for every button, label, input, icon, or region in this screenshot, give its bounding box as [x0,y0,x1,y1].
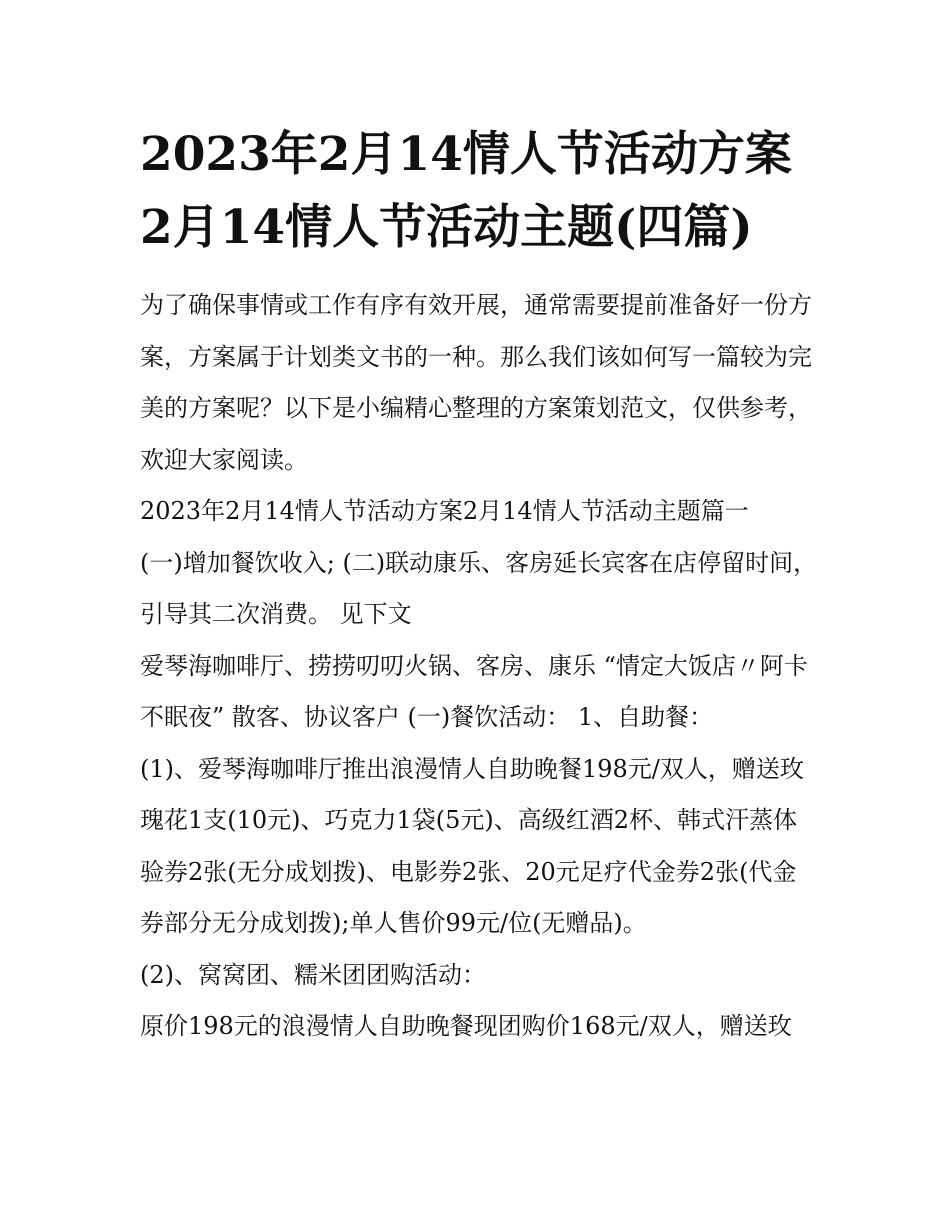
body-paragraph: 原价198元的浪漫情人自助晚餐现团购价168元/双人，赠送玫 [140,1012,792,1040]
section-heading: 2023年2月14情人节活动方案2月14情人节活动主题篇一 [140,497,749,525]
intro-paragraph: 为了确保事情或工作有序有效开展，通常需要提前准备好一份方案，方案属于计划类文书的一种。那么我们该如何写一篇较为完美的方案呢？以下是小编精心整理的方案策划范文，仅供参考，欢迎大家阅读。 [140,291,812,474]
body-paragraph: (2)、窝窝团、糯米团团购活动： [140,960,486,989]
body-paragraph: (一)增加餐饮收入; (二)联动康乐、客房延长宾客在店停留时间，引导其二次消费。 见下文 [140,548,818,628]
document-title: 2023年2月14情人节活动方案2月14情人节活动主题(四篇) [140,127,792,255]
body-paragraph: 爱琴海咖啡厅、捞捞叨叨火锅、客房、康乐 “情定大饭店〃阿卡不眠夜” 散客、协议客户 (一)餐饮活动： 1、自助餐： [140,651,808,731]
body-paragraph: (1)、爱琴海咖啡厅推出浪漫情人自助晚餐198元/双人，赠送玫瑰花1支(10元)、巧克力1袋(5元)、高级红酒2杯、韩式汗蒸体验券2张(无分成划拨)、电影券2张、20元足疗代金券2张(代金券部分无分成划拨);单人售价99元/位(无赠品)。 [140,754,804,937]
